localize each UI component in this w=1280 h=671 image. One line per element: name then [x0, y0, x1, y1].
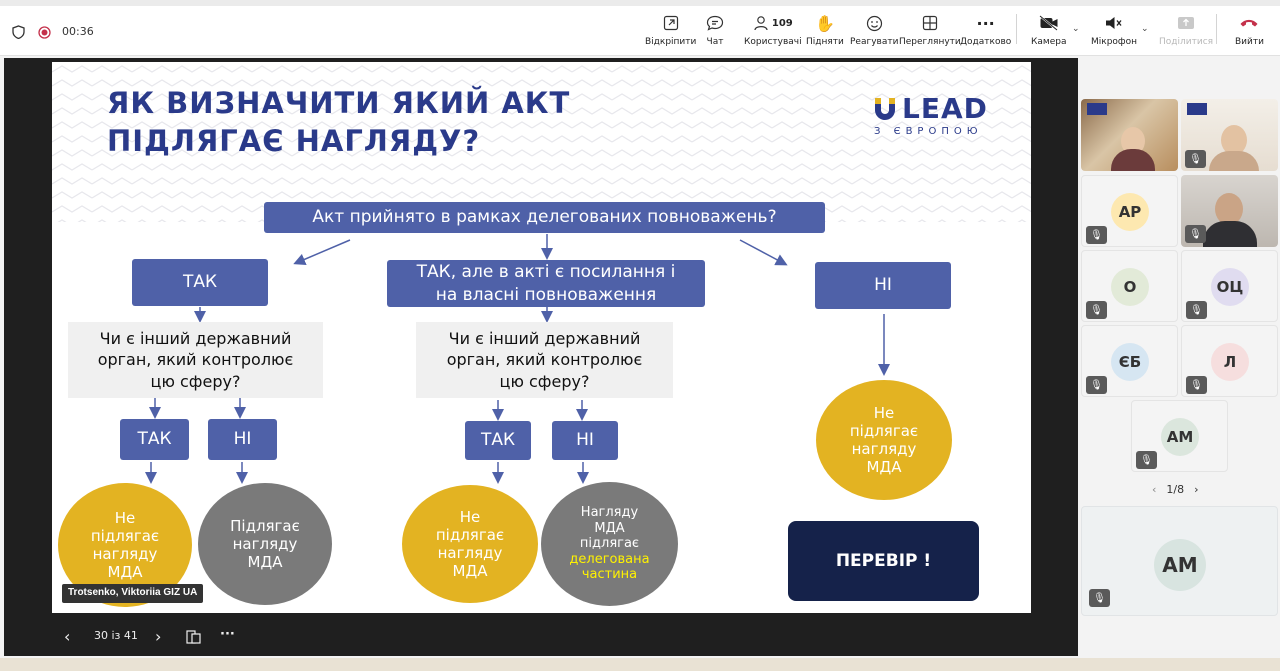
pager-prev-icon[interactable]: ‹	[1152, 483, 1157, 496]
avatar: АР	[1111, 193, 1149, 231]
participant-tile[interactable]	[1081, 325, 1178, 397]
participant-tile[interactable]	[1081, 250, 1178, 322]
detach-button[interactable]	[645, 12, 696, 47]
mic-off-icon: 🎙	[1186, 376, 1207, 394]
window-strip	[0, 0, 1280, 6]
question-other-body-mid	[416, 322, 673, 398]
avatar: О	[1111, 268, 1149, 306]
question-mid-line1: Чи є інший державний	[448, 328, 641, 348]
result-text: нагляду	[92, 545, 158, 563]
branch-yes-but-line1: ТАК, але в акті є посилання і	[416, 262, 676, 283]
camera-off-icon	[1039, 12, 1059, 34]
more-button[interactable]	[960, 12, 1011, 47]
view-label: Переглянути	[899, 37, 961, 47]
slide-title-line1: ЯК ВИЗНАЧИТИ ЯКИЙ АКТ	[107, 86, 571, 120]
question-top-box: Акт прийнято в рамках делегованих повноважень?	[264, 202, 825, 233]
result-text: підлягає	[579, 536, 640, 552]
participant-tile[interactable]	[1131, 400, 1228, 472]
result-text: підлягає	[849, 422, 919, 440]
people-count: 109	[771, 17, 793, 29]
shared-slide	[52, 62, 1031, 613]
logo-text: LEAD	[902, 92, 988, 125]
mic-off-icon: 🎙	[1185, 225, 1206, 243]
result-text: Нагляду	[580, 505, 639, 521]
self-avatar: АМ	[1154, 539, 1206, 591]
chat-icon	[706, 12, 724, 34]
record-icon	[38, 24, 51, 37]
mic-label: Мікрофон	[1091, 37, 1138, 47]
toolbar-divider	[1216, 14, 1217, 44]
pager-next-icon[interactable]: ›	[1194, 483, 1199, 496]
mic-chevron-icon[interactable]: ⌄	[1141, 24, 1149, 34]
participant-tile[interactable]	[1181, 250, 1278, 322]
branch-no-box: НІ	[815, 262, 951, 309]
presenter-name-tag: Trotsenko, Viktoriia GIZ UA	[62, 584, 203, 603]
person-body	[1209, 151, 1259, 171]
avatar: Л	[1211, 343, 1249, 381]
result-text: МДА	[107, 563, 143, 581]
hand-icon: ✋	[814, 13, 835, 33]
mic-off-icon: 🎙	[1086, 226, 1107, 244]
slide-more-icon[interactable]: ···	[220, 627, 235, 642]
participant-tile[interactable]	[1181, 325, 1278, 397]
person-body	[1203, 221, 1257, 247]
mid-yes-box: ТАК	[465, 421, 531, 460]
shield-icon	[12, 24, 25, 38]
question-left-line1: Чи є інший державний	[99, 328, 292, 348]
result-highlight: делегована	[569, 551, 650, 567]
person-body	[1111, 149, 1155, 171]
share-icon	[1177, 12, 1195, 34]
left-no-box: НІ	[208, 419, 277, 460]
result-text: Не	[459, 508, 481, 526]
result-mid-yes	[402, 485, 538, 603]
popout-icon	[663, 12, 679, 34]
people-icon	[753, 12, 793, 34]
branch-yes-but-line2: на власні повноваження	[435, 284, 657, 305]
mic-off-icon: 🎙	[1086, 376, 1107, 394]
os-taskbar	[0, 658, 1280, 671]
result-text: підлягає	[90, 527, 160, 545]
avatar: ОЦ	[1211, 268, 1249, 306]
avatar: ЄБ	[1111, 343, 1149, 381]
pager-label: 1/8	[1166, 483, 1185, 496]
result-mid-no	[541, 482, 678, 606]
chat-button[interactable]	[706, 12, 724, 47]
result-text: МДА	[452, 562, 488, 580]
slide-counter: 30 із 41	[94, 629, 138, 642]
logo-subtitle: З ЄВРОПОЮ	[874, 126, 983, 137]
result-text: Підлягає	[230, 517, 300, 535]
react-button[interactable]	[850, 12, 898, 47]
self-view-tile[interactable]	[1081, 506, 1278, 616]
more-label: Додатково	[960, 37, 1012, 47]
leave-label: Вийти	[1235, 37, 1264, 47]
participant-video-3[interactable]	[1181, 175, 1278, 247]
toolbar-divider	[1016, 14, 1017, 44]
participants-pager	[1152, 483, 1199, 496]
question-left-line3: цю сферу?	[150, 371, 241, 391]
left-yes-box: ТАК	[120, 419, 189, 460]
raise-label: Підняти	[806, 37, 844, 47]
result-highlight: частина	[581, 567, 638, 583]
smiley-icon	[866, 12, 883, 34]
question-left-line2: орган, який контролює	[97, 350, 294, 370]
result-left-no	[198, 483, 332, 605]
check-button: ПЕРЕВІР !	[788, 521, 979, 601]
share-button[interactable]	[1159, 12, 1213, 47]
camera-label: Камера	[1031, 37, 1067, 47]
result-text: Не	[114, 509, 136, 527]
meeting-toolbar	[0, 0, 1280, 56]
participant-video-1[interactable]	[1081, 99, 1178, 171]
ulead-badge	[1187, 103, 1207, 115]
people-button[interactable]	[744, 12, 802, 47]
participant-video-2[interactable]	[1181, 99, 1278, 171]
more-icon: ···	[976, 13, 995, 33]
mic-off-icon: 🎙	[1186, 301, 1207, 319]
question-mid-line2: орган, який контролює	[446, 350, 643, 370]
speaker-muted-icon	[1104, 12, 1124, 34]
slides-overview-icon[interactable]	[186, 629, 201, 648]
participant-tile[interactable]	[1081, 175, 1178, 247]
view-button[interactable]	[899, 12, 961, 47]
branch-yes-box: ТАК	[132, 259, 268, 306]
avatar: АМ	[1161, 418, 1199, 456]
mic-off-icon: 🎙	[1185, 150, 1206, 168]
result-text: нагляду	[851, 440, 917, 458]
meeting-timer: 00:36	[62, 25, 94, 38]
raise-hand-button[interactable]	[806, 12, 844, 47]
prev-slide-icon[interactable]: ‹	[64, 627, 71, 646]
camera-button[interactable]	[1031, 12, 1066, 47]
mic-button[interactable]	[1091, 12, 1137, 47]
react-label: Реагувати	[850, 37, 899, 47]
branch-yes-but-box	[387, 260, 705, 307]
question-mid-line3: цю сферу?	[499, 371, 590, 391]
share-label: Поділитися	[1159, 37, 1214, 47]
ulead-badge	[1087, 103, 1107, 115]
result-text: підлягає	[435, 526, 505, 544]
result-text: МДА	[594, 520, 625, 536]
detach-label: Відкріпити	[645, 37, 697, 47]
result-text: МДА	[866, 458, 902, 476]
slide-nav-bar	[4, 614, 1078, 656]
slide-title-line2: ПІДЛЯГАЄ НАГЛЯДУ?	[107, 124, 481, 158]
result-text: Не	[873, 404, 895, 422]
people-label: Користувачі	[744, 37, 802, 47]
result-text: нагляду	[232, 535, 298, 553]
result-text: нагляду	[437, 544, 503, 562]
mid-no-box: НІ	[552, 421, 618, 460]
question-other-body-left	[68, 322, 323, 398]
mic-off-icon: 🎙	[1086, 301, 1107, 319]
next-slide-icon[interactable]: ›	[155, 627, 162, 646]
mic-off-icon: 🎙	[1136, 451, 1157, 469]
result-right	[816, 380, 952, 500]
hangup-icon	[1239, 12, 1259, 34]
camera-chevron-icon[interactable]: ⌄	[1072, 24, 1080, 34]
chat-label: Чат	[706, 37, 724, 47]
mic-off-icon: 🎙	[1089, 589, 1110, 607]
grid-icon	[922, 12, 938, 34]
leave-button[interactable]	[1235, 12, 1264, 47]
result-text: МДА	[247, 553, 283, 571]
